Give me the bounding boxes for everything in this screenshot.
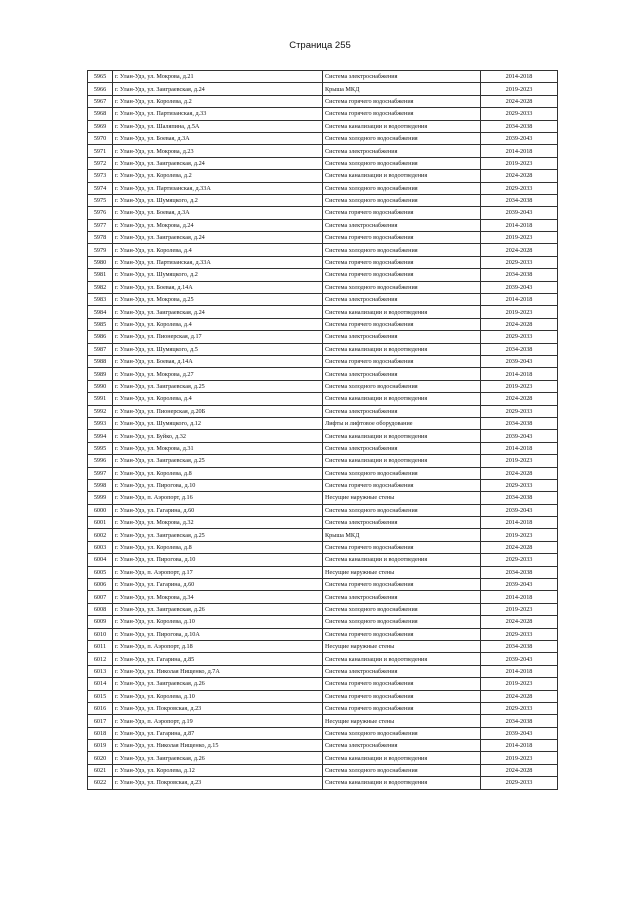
row-number-cell: 5990 bbox=[88, 380, 113, 392]
row-number-cell: 6014 bbox=[88, 678, 113, 690]
address-cell: г. Улан-Удэ, ул. Шаляпина, д.5А bbox=[113, 120, 323, 132]
system-cell: Система горячего водоснабжения bbox=[323, 479, 481, 491]
period-cell: 2014-2018 bbox=[481, 145, 558, 157]
system-cell: Система горячего водоснабжения bbox=[323, 541, 481, 553]
system-cell: Система горячего водоснабжения bbox=[323, 702, 481, 714]
period-cell: 2024-2028 bbox=[481, 393, 558, 405]
system-cell: Система канализации и водоотведения bbox=[323, 430, 481, 442]
period-cell: 2029-2033 bbox=[481, 702, 558, 714]
table-row bbox=[88, 393, 558, 405]
table-row bbox=[88, 108, 558, 120]
period-cell: 2014-2018 bbox=[481, 591, 558, 603]
address-cell: г. Улан-Удэ, ул. Боевая, д.3А bbox=[113, 207, 323, 219]
system-cell: Система электроснабжения bbox=[323, 665, 481, 677]
address-cell: г. Улан-Удэ, ул. Королева, д.2 bbox=[113, 170, 323, 182]
table-row bbox=[88, 71, 558, 83]
table-row bbox=[88, 579, 558, 591]
table-row bbox=[88, 244, 558, 256]
row-number-cell: 5988 bbox=[88, 355, 113, 367]
table-row bbox=[88, 95, 558, 107]
system-cell: Система канализации и водоотведения bbox=[323, 170, 481, 182]
table-row bbox=[88, 219, 558, 231]
system-cell: Система холодного водоснабжения bbox=[323, 467, 481, 479]
table-row bbox=[88, 83, 558, 95]
period-cell: 2029-2033 bbox=[481, 405, 558, 417]
system-cell: Система холодного водоснабжения bbox=[323, 157, 481, 169]
registry-table-body bbox=[88, 71, 558, 790]
row-number-cell: 5985 bbox=[88, 318, 113, 330]
table-row bbox=[88, 665, 558, 677]
system-cell: Система канализации и водоотведения bbox=[323, 343, 481, 355]
row-number-cell: 5981 bbox=[88, 269, 113, 281]
row-number-cell: 6009 bbox=[88, 616, 113, 628]
table-row bbox=[88, 455, 558, 467]
table-row bbox=[88, 256, 558, 268]
period-cell: 2019-2023 bbox=[481, 380, 558, 392]
address-cell: г. Улан-Удэ, ул. Королева, д.10 bbox=[113, 690, 323, 702]
period-cell: 2029-2033 bbox=[481, 554, 558, 566]
row-number-cell: 6006 bbox=[88, 579, 113, 591]
period-cell: 2039-2043 bbox=[481, 727, 558, 739]
table-row bbox=[88, 318, 558, 330]
system-cell: Система горячего водоснабжения bbox=[323, 355, 481, 367]
address-cell: г. Улан-Удэ, ул. Пирогова, д.10 bbox=[113, 479, 323, 491]
system-cell: Система холодного водоснабжения bbox=[323, 616, 481, 628]
address-cell: г. Улан-Удэ, ул. Пирогова, д.10 bbox=[113, 554, 323, 566]
period-cell: 2019-2023 bbox=[481, 529, 558, 541]
row-number-cell: 5970 bbox=[88, 132, 113, 144]
system-cell: Несущие наружные стены bbox=[323, 640, 481, 652]
address-cell: г. Улан-Удэ, ул. Николая Нищенко, д.7А bbox=[113, 665, 323, 677]
period-cell: 2034-2038 bbox=[481, 715, 558, 727]
system-cell: Система холодного водоснабжения bbox=[323, 504, 481, 516]
table-row bbox=[88, 541, 558, 553]
table-row bbox=[88, 442, 558, 454]
table-row bbox=[88, 566, 558, 578]
period-cell: 2034-2038 bbox=[481, 269, 558, 281]
period-cell: 2029-2033 bbox=[481, 256, 558, 268]
row-number-cell: 6021 bbox=[88, 764, 113, 776]
system-cell: Система горячего водоснабжения bbox=[323, 628, 481, 640]
period-cell: 2039-2043 bbox=[481, 207, 558, 219]
period-cell: 2024-2028 bbox=[481, 616, 558, 628]
row-number-cell: 6017 bbox=[88, 715, 113, 727]
row-number-cell: 5965 bbox=[88, 71, 113, 83]
period-cell: 2024-2028 bbox=[481, 170, 558, 182]
system-cell: Система холодного водоснабжения bbox=[323, 244, 481, 256]
row-number-cell: 6020 bbox=[88, 752, 113, 764]
table-row bbox=[88, 492, 558, 504]
system-cell: Система канализации и водоотведения bbox=[323, 306, 481, 318]
row-number-cell: 6003 bbox=[88, 541, 113, 553]
address-cell: г. Улан-Удэ, ул. Мокрова, д.34 bbox=[113, 591, 323, 603]
system-cell: Система электроснабжения bbox=[323, 405, 481, 417]
period-cell: 2034-2038 bbox=[481, 566, 558, 578]
row-number-cell: 6011 bbox=[88, 640, 113, 652]
table-row bbox=[88, 678, 558, 690]
period-cell: 2034-2038 bbox=[481, 492, 558, 504]
page-header: Страница 255 bbox=[289, 40, 351, 51]
table-row bbox=[88, 145, 558, 157]
address-cell: г. Улан-Удэ, ул. Мокрова, д.27 bbox=[113, 368, 323, 380]
system-cell: Система электроснабжения bbox=[323, 331, 481, 343]
system-cell: Система канализации и водоотведения bbox=[323, 777, 481, 789]
table-row bbox=[88, 194, 558, 206]
row-number-cell: 6015 bbox=[88, 690, 113, 702]
period-cell: 2039-2043 bbox=[481, 504, 558, 516]
row-number-cell: 5982 bbox=[88, 281, 113, 293]
row-number-cell: 6001 bbox=[88, 517, 113, 529]
system-cell: Система горячего водоснабжения bbox=[323, 678, 481, 690]
table-row bbox=[88, 616, 558, 628]
address-cell: г. Улан-Удэ, ул. Шумяцкого, д.2 bbox=[113, 269, 323, 281]
system-cell: Система горячего водоснабжения bbox=[323, 690, 481, 702]
address-cell: г. Улан-Удэ, ул. Королева, д.4 bbox=[113, 244, 323, 256]
system-cell: Система горячего водоснабжения bbox=[323, 232, 481, 244]
table-row bbox=[88, 343, 558, 355]
address-cell: г. Улан-Удэ, ул. Заиграевская, д.26 bbox=[113, 603, 323, 615]
period-cell: 2019-2023 bbox=[481, 455, 558, 467]
address-cell: г. Улан-Удэ, ул. Королева, д.4 bbox=[113, 393, 323, 405]
row-number-cell: 5976 bbox=[88, 207, 113, 219]
row-number-cell: 5983 bbox=[88, 294, 113, 306]
period-cell: 2014-2018 bbox=[481, 71, 558, 83]
row-number-cell: 5974 bbox=[88, 182, 113, 194]
system-cell: Лифты и лифтовое оборудование bbox=[323, 417, 481, 429]
table-row bbox=[88, 777, 558, 789]
address-cell: г. Улан-Удэ, ул. Мокрова, д.23 bbox=[113, 145, 323, 157]
period-cell: 2019-2023 bbox=[481, 678, 558, 690]
system-cell: Система электроснабжения bbox=[323, 368, 481, 380]
period-cell: 2039-2043 bbox=[481, 579, 558, 591]
address-cell: г. Улан-Удэ, ул. Заиграевская, д.25 bbox=[113, 529, 323, 541]
system-cell: Система горячего водоснабжения bbox=[323, 269, 481, 281]
table-row bbox=[88, 517, 558, 529]
table-row bbox=[88, 554, 558, 566]
row-number-cell: 5991 bbox=[88, 393, 113, 405]
address-cell: г. Улан-Удэ, ул. Пионерская, д.20Б bbox=[113, 405, 323, 417]
address-cell: г. Улан-Удэ, ул. Заиграевская, д.25 bbox=[113, 380, 323, 392]
row-number-cell: 6007 bbox=[88, 591, 113, 603]
system-cell: Система канализации и водоотведения bbox=[323, 752, 481, 764]
address-cell: г. Улан-Удэ, ул. Королева, д.8 bbox=[113, 541, 323, 553]
address-cell: г. Улан-Удэ, ул. Мокрова, д.25 bbox=[113, 294, 323, 306]
address-cell: г. Улан-Удэ, п. Аэропорт, д.17 bbox=[113, 566, 323, 578]
period-cell: 2039-2043 bbox=[481, 653, 558, 665]
table-row bbox=[88, 281, 558, 293]
period-cell: 2019-2023 bbox=[481, 157, 558, 169]
table-row bbox=[88, 269, 558, 281]
table-row bbox=[88, 529, 558, 541]
period-cell: 2024-2028 bbox=[481, 467, 558, 479]
system-cell: Система горячего водоснабжения bbox=[323, 318, 481, 330]
row-number-cell: 5994 bbox=[88, 430, 113, 442]
system-cell: Система электроснабжения bbox=[323, 71, 481, 83]
row-number-cell: 5967 bbox=[88, 95, 113, 107]
address-cell: г. Улан-Удэ, ул. Заиграевская, д.24 bbox=[113, 232, 323, 244]
table-row bbox=[88, 294, 558, 306]
period-cell: 2024-2028 bbox=[481, 764, 558, 776]
system-cell: Крыша МКД bbox=[323, 83, 481, 95]
table-row bbox=[88, 157, 558, 169]
table-row bbox=[88, 702, 558, 714]
system-cell: Система электроснабжения bbox=[323, 145, 481, 157]
row-number-cell: 5978 bbox=[88, 232, 113, 244]
system-cell: Система канализации и водоотведения bbox=[323, 393, 481, 405]
address-cell: г. Улан-Удэ, п. Аэропорт, д.16 bbox=[113, 492, 323, 504]
address-cell: г. Улан-Удэ, ул. Королева, д.2 bbox=[113, 95, 323, 107]
address-cell: г. Улан-Удэ, ул. Заиграевская, д.24 bbox=[113, 306, 323, 318]
period-cell: 2014-2018 bbox=[481, 665, 558, 677]
row-number-cell: 6016 bbox=[88, 702, 113, 714]
system-cell: Система электроснабжения bbox=[323, 219, 481, 231]
address-cell: г. Улан-Удэ, ул. Заиграевская, д.24 bbox=[113, 83, 323, 95]
period-cell: 2024-2028 bbox=[481, 95, 558, 107]
system-cell: Несущие наружные стены bbox=[323, 566, 481, 578]
address-cell: г. Улан-Удэ, ул. Покровская, д.23 bbox=[113, 777, 323, 789]
period-cell: 2034-2038 bbox=[481, 120, 558, 132]
address-cell: г. Улан-Удэ, ул. Шумяцкого, д.5 bbox=[113, 343, 323, 355]
row-number-cell: 5971 bbox=[88, 145, 113, 157]
address-cell: г. Улан-Удэ, ул. Боевая, д.14А bbox=[113, 281, 323, 293]
table-row bbox=[88, 355, 558, 367]
table-row bbox=[88, 132, 558, 144]
table-row bbox=[88, 170, 558, 182]
period-cell: 2034-2038 bbox=[481, 194, 558, 206]
table-row bbox=[88, 740, 558, 752]
period-cell: 2014-2018 bbox=[481, 368, 558, 380]
period-cell: 2024-2028 bbox=[481, 541, 558, 553]
row-number-cell: 5975 bbox=[88, 194, 113, 206]
row-number-cell: 5996 bbox=[88, 455, 113, 467]
system-cell: Система канализации и водоотведения bbox=[323, 554, 481, 566]
period-cell: 2014-2018 bbox=[481, 740, 558, 752]
system-cell: Система холодного водоснабжения bbox=[323, 603, 481, 615]
system-cell: Система холодного водоснабжения bbox=[323, 194, 481, 206]
period-cell: 2024-2028 bbox=[481, 318, 558, 330]
address-cell: г. Улан-Удэ, ул. Королева, д.4 bbox=[113, 318, 323, 330]
system-cell: Система электроснабжения bbox=[323, 740, 481, 752]
period-cell: 2014-2018 bbox=[481, 294, 558, 306]
table-row bbox=[88, 120, 558, 132]
table-row bbox=[88, 306, 558, 318]
address-cell: г. Улан-Удэ, ул. Заиграевская, д.26 bbox=[113, 678, 323, 690]
period-cell: 2029-2033 bbox=[481, 479, 558, 491]
address-cell: г. Улан-Удэ, п. Аэропорт, д.18 bbox=[113, 640, 323, 652]
address-cell: г. Улан-Удэ, ул. Заиграевская, д.24 bbox=[113, 157, 323, 169]
table-row bbox=[88, 727, 558, 739]
table-row bbox=[88, 640, 558, 652]
system-cell: Система холодного водоснабжения bbox=[323, 132, 481, 144]
period-cell: 2014-2018 bbox=[481, 517, 558, 529]
table-row bbox=[88, 232, 558, 244]
system-cell: Система холодного водоснабжения bbox=[323, 182, 481, 194]
table-row bbox=[88, 380, 558, 392]
system-cell: Система канализации и водоотведения bbox=[323, 653, 481, 665]
table-row bbox=[88, 417, 558, 429]
system-cell: Система электроснабжения bbox=[323, 517, 481, 529]
table-row bbox=[88, 479, 558, 491]
address-cell: г. Улан-Удэ, ул. Королева, д.10 bbox=[113, 616, 323, 628]
row-number-cell: 5977 bbox=[88, 219, 113, 231]
period-cell: 2034-2038 bbox=[481, 640, 558, 652]
system-cell: Система холодного водоснабжения bbox=[323, 281, 481, 293]
system-cell: Система канализации и водоотведения bbox=[323, 455, 481, 467]
period-cell: 2034-2038 bbox=[481, 343, 558, 355]
period-cell: 2029-2033 bbox=[481, 108, 558, 120]
table-row bbox=[88, 653, 558, 665]
address-cell: г. Улан-Удэ, ул. Шумяцкого, д.2 bbox=[113, 194, 323, 206]
row-number-cell: 5980 bbox=[88, 256, 113, 268]
address-cell: г. Улан-Удэ, ул. Мокрова, д.31 bbox=[113, 442, 323, 454]
table-row bbox=[88, 764, 558, 776]
table-row bbox=[88, 467, 558, 479]
address-cell: г. Улан-Удэ, ул. Боевая, д.3А bbox=[113, 132, 323, 144]
table-row bbox=[88, 430, 558, 442]
row-number-cell: 6002 bbox=[88, 529, 113, 541]
address-cell: г. Улан-Удэ, ул. Заиграевская, д.26 bbox=[113, 752, 323, 764]
row-number-cell: 5987 bbox=[88, 343, 113, 355]
period-cell: 2039-2043 bbox=[481, 132, 558, 144]
row-number-cell: 5992 bbox=[88, 405, 113, 417]
period-cell: 2019-2023 bbox=[481, 752, 558, 764]
address-cell: г. Улан-Удэ, ул. Партизанская, д.33А bbox=[113, 182, 323, 194]
address-cell: г. Улан-Удэ, ул. Гагарина, д.85 bbox=[113, 653, 323, 665]
row-number-cell: 5986 bbox=[88, 331, 113, 343]
table-row bbox=[88, 752, 558, 764]
period-cell: 2029-2033 bbox=[481, 331, 558, 343]
period-cell: 2024-2028 bbox=[481, 244, 558, 256]
system-cell: Система холодного водоснабжения bbox=[323, 764, 481, 776]
row-number-cell: 5993 bbox=[88, 417, 113, 429]
system-cell: Система горячего водоснабжения bbox=[323, 108, 481, 120]
address-cell: г. Улан-Удэ, ул. Гагарина, д.60 bbox=[113, 504, 323, 516]
system-cell: Система канализации и водоотведения bbox=[323, 120, 481, 132]
address-cell: г. Улан-Удэ, ул. Королева, д.8 bbox=[113, 467, 323, 479]
address-cell: г. Улан-Удэ, ул. Мокрова, д.32 bbox=[113, 517, 323, 529]
table-row bbox=[88, 690, 558, 702]
address-cell: г. Улан-Удэ, ул. Партизанская, д.33А bbox=[113, 256, 323, 268]
period-cell: 2039-2043 bbox=[481, 281, 558, 293]
row-number-cell: 6005 bbox=[88, 566, 113, 578]
address-cell: г. Улан-Удэ, ул. Пирогова, д.10А bbox=[113, 628, 323, 640]
system-cell: Система электроснабжения bbox=[323, 591, 481, 603]
row-number-cell: 5998 bbox=[88, 479, 113, 491]
system-cell: Система горячего водоснабжения bbox=[323, 579, 481, 591]
system-cell: Система электроснабжения bbox=[323, 294, 481, 306]
table-row bbox=[88, 182, 558, 194]
address-cell: г. Улан-Удэ, ул. Партизанская, д.33 bbox=[113, 108, 323, 120]
row-number-cell: 5968 bbox=[88, 108, 113, 120]
row-number-cell: 5969 bbox=[88, 120, 113, 132]
system-cell: Система горячего водоснабжения bbox=[323, 207, 481, 219]
table-row bbox=[88, 207, 558, 219]
system-cell: Система холодного водоснабжения bbox=[323, 727, 481, 739]
system-cell: Несущие наружные стены bbox=[323, 715, 481, 727]
row-number-cell: 5979 bbox=[88, 244, 113, 256]
row-number-cell: 6019 bbox=[88, 740, 113, 752]
address-cell: г. Улан-Удэ, ул. Пионерская, д.17 bbox=[113, 331, 323, 343]
row-number-cell: 6013 bbox=[88, 665, 113, 677]
address-cell: г. Улан-Удэ, ул. Гагарина, д.60 bbox=[113, 579, 323, 591]
address-cell: г. Улан-Удэ, ул. Королева, д.12 bbox=[113, 764, 323, 776]
period-cell: 2039-2043 bbox=[481, 430, 558, 442]
row-number-cell: 5972 bbox=[88, 157, 113, 169]
period-cell: 2019-2023 bbox=[481, 306, 558, 318]
row-number-cell: 5995 bbox=[88, 442, 113, 454]
period-cell: 2019-2023 bbox=[481, 603, 558, 615]
table-row bbox=[88, 628, 558, 640]
row-number-cell: 6022 bbox=[88, 777, 113, 789]
row-number-cell: 6010 bbox=[88, 628, 113, 640]
period-cell: 2019-2023 bbox=[481, 83, 558, 95]
period-cell: 2029-2033 bbox=[481, 628, 558, 640]
system-cell: Система горячего водоснабжения bbox=[323, 95, 481, 107]
table-row bbox=[88, 715, 558, 727]
table-row bbox=[88, 368, 558, 380]
address-cell: г. Улан-Удэ, ул. Буйко, д.32 bbox=[113, 430, 323, 442]
system-cell: Несущие наружные стены bbox=[323, 492, 481, 504]
period-cell: 2014-2018 bbox=[481, 442, 558, 454]
address-cell: г. Улан-Удэ, ул. Николая Нищенко, д.15 bbox=[113, 740, 323, 752]
system-cell: Крыша МКД bbox=[323, 529, 481, 541]
row-number-cell: 6012 bbox=[88, 653, 113, 665]
period-cell: 2029-2033 bbox=[481, 777, 558, 789]
row-number-cell: 5999 bbox=[88, 492, 113, 504]
row-number-cell: 5966 bbox=[88, 83, 113, 95]
row-number-cell: 6004 bbox=[88, 554, 113, 566]
row-number-cell: 5997 bbox=[88, 467, 113, 479]
period-cell: 2029-2033 bbox=[481, 182, 558, 194]
address-cell: г. Улан-Удэ, ул. Заиграевская, д.25 bbox=[113, 455, 323, 467]
table-row bbox=[88, 405, 558, 417]
row-number-cell: 5984 bbox=[88, 306, 113, 318]
row-number-cell: 6000 bbox=[88, 504, 113, 516]
table-row bbox=[88, 504, 558, 516]
row-number-cell: 5973 bbox=[88, 170, 113, 182]
address-cell: г. Улан-Удэ, ул. Покровская, д.23 bbox=[113, 702, 323, 714]
address-cell: г. Улан-Удэ, ул. Гагарина, д.87 bbox=[113, 727, 323, 739]
registry-table bbox=[87, 70, 558, 790]
address-cell: г. Улан-Удэ, ул. Шумяцкого, д.12 bbox=[113, 417, 323, 429]
system-cell: Система холодного водоснабжения bbox=[323, 380, 481, 392]
table-row bbox=[88, 331, 558, 343]
table-row bbox=[88, 591, 558, 603]
address-cell: г. Улан-Удэ, ул. Боевая, д.14А bbox=[113, 355, 323, 367]
row-number-cell: 6018 bbox=[88, 727, 113, 739]
system-cell: Система электроснабжения bbox=[323, 442, 481, 454]
address-cell: г. Улан-Удэ, ул. Мокрова, д.24 bbox=[113, 219, 323, 231]
address-cell: г. Улан-Удэ, п. Аэропорт, д.19 bbox=[113, 715, 323, 727]
table-row bbox=[88, 603, 558, 615]
period-cell: 2034-2038 bbox=[481, 417, 558, 429]
period-cell: 2024-2028 bbox=[481, 690, 558, 702]
period-cell: 2039-2043 bbox=[481, 355, 558, 367]
address-cell: г. Улан-Удэ, ул. Мокрова, д.21 bbox=[113, 71, 323, 83]
row-number-cell: 6008 bbox=[88, 603, 113, 615]
system-cell: Система горячего водоснабжения bbox=[323, 256, 481, 268]
period-cell: 2019-2023 bbox=[481, 232, 558, 244]
period-cell: 2014-2018 bbox=[481, 219, 558, 231]
row-number-cell: 5989 bbox=[88, 368, 113, 380]
